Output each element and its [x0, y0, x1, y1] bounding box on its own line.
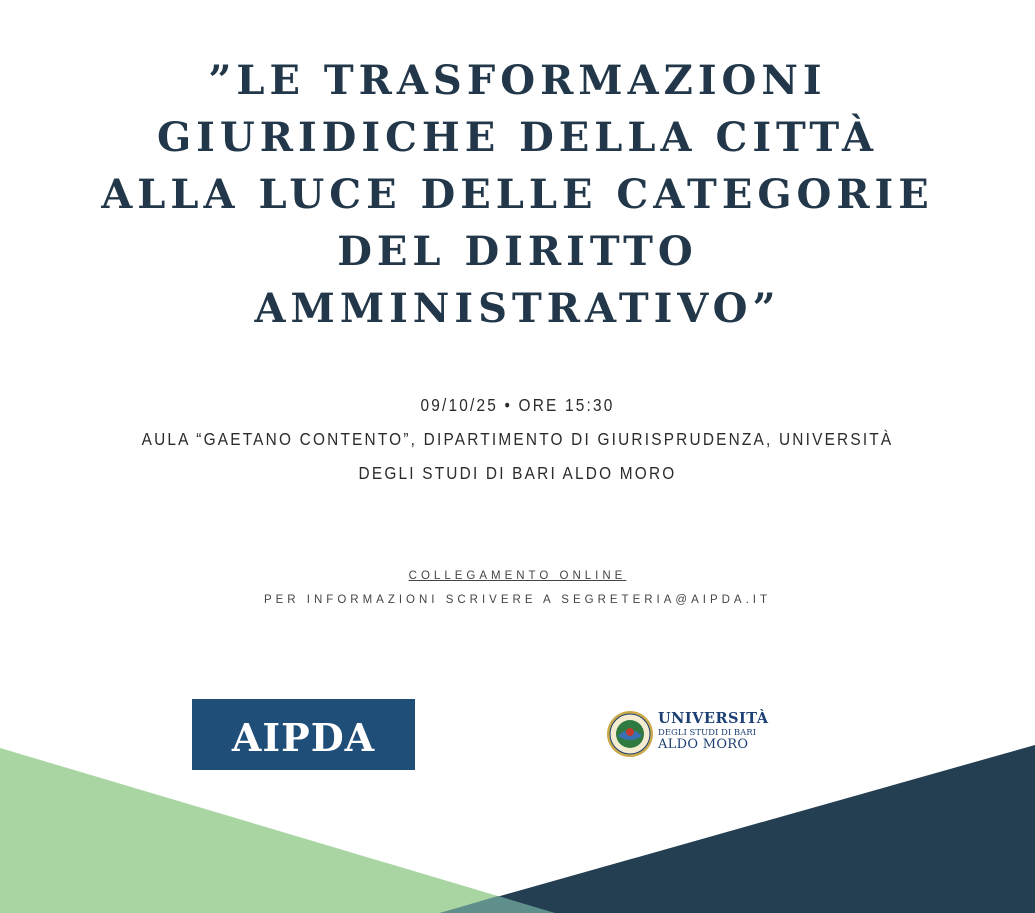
navy-triangle-shape — [440, 745, 1035, 913]
event-venue-line2: DEGLI STUDI DI BARI ALDO MORO — [358, 463, 677, 483]
title-line: AMMINISTRATIVO” — [254, 285, 781, 332]
title-line: ALLA LUCE DELLE CATEGORIE — [101, 171, 934, 218]
aipda-logo-text: AIPDA — [231, 715, 376, 760]
event-venue-line1: AULA “GAETANO CONTENTO”, DIPARTIMENTO DI GIURISPRUDENZA, UNIVERSITÀ — [141, 429, 894, 449]
title-line: GIURIDICHE DELLA CITTÀ — [156, 114, 879, 161]
uniba-name-line1: UNIVERSITÀ — [658, 710, 769, 727]
event-datetime: 09/10/25 • ORE 15:30 — [420, 395, 615, 415]
title-line: ”LE TRASFORMAZIONI — [208, 57, 827, 104]
online-link[interactable]: COLLEGAMENTO ONLINE — [408, 570, 627, 582]
title-line: DEL DIRITTO — [337, 228, 698, 275]
uniba-name-line2: DEGLI STUDI DI BARI — [658, 727, 757, 738]
contact-info: PER INFORMAZIONI SCRIVERE A SEGRETERIA@AIPDA.IT — [263, 594, 772, 606]
event-details — [62, 388, 973, 490]
uniba-name-line3: ALDO MORO — [658, 737, 749, 752]
green-triangle-shape — [0, 748, 555, 913]
online-section — [0, 564, 1035, 612]
event-title — [0, 52, 1035, 337]
